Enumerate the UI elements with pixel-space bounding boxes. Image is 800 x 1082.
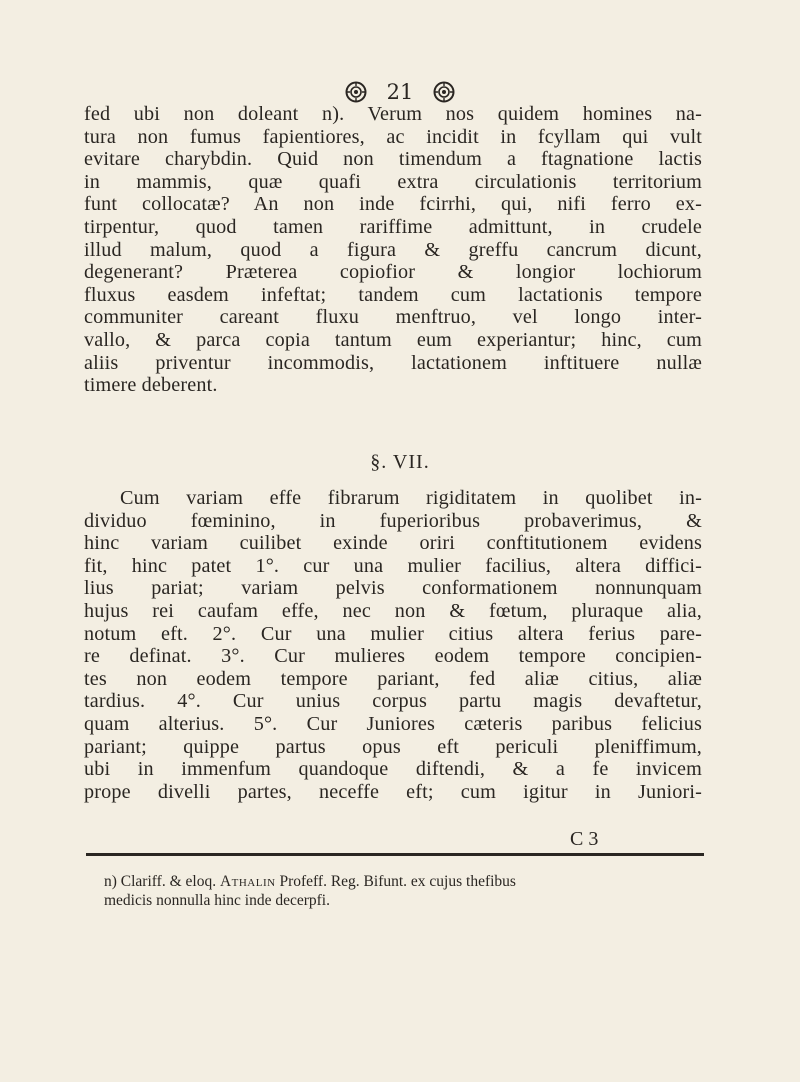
text-line: dividuo fœminino, in fuperioribus probaverimus, & [84, 509, 702, 532]
footnote-line [104, 872, 704, 891]
text-line: in mammis, quæ quafi extra circulationis territorium [84, 170, 702, 193]
paragraph-continued [84, 103, 702, 397]
text-line: notum eft. 2°. Cur una mulier citius altera ferius pare- [84, 622, 702, 645]
footnote-text: Profeff. Reg. Bifunt. ex cujus thefibus [275, 873, 516, 890]
text-line: evitare charybdin. Quid non timendum a ftagnatione lactis [84, 148, 702, 171]
text-line: ubi in immenfum quandoque diftendi, & a fe invicem [84, 758, 702, 781]
text-line: prope divelli partes, neceffe eft; cum igitur in Juniori- [84, 780, 702, 803]
text-line: tes non eodem tempore pariant, fed aliæ citius, aliæ [84, 667, 702, 690]
text-line: re definat. 3°. Cur mulieres eodem tempore concipien- [84, 645, 702, 668]
footnote-text: n) Clariff. & eloq. [104, 873, 220, 890]
text-line: tardius. 4°. Cur unius corpus partu magis devaftetur, [84, 690, 702, 713]
text-line: timere deberent. [84, 374, 218, 397]
text-line: communiter careant fluxu menftruo, vel longo inter- [84, 306, 702, 329]
text-line: quam alterius. 5°. Cur Juniores cæteris paribus felicius [84, 712, 702, 735]
text-line: funt collocatæ? An non inde fcirrhi, qui, nifi ferro ex- [84, 193, 702, 216]
text-line: lius pariat; variam pelvis conformationem nonnunquam [84, 577, 702, 600]
floral-ornament-icon [345, 81, 367, 103]
text-line: hinc variam cuilibet exinde oriri conftitutionem evidens [84, 532, 702, 555]
text-line: aliis priventur incommodis, lactationem inftituere nullæ [84, 351, 702, 374]
text-line: tirpentur, quod tamen rariffime admittunt, in crudele [84, 215, 702, 238]
text-line: hujus rei caufam effe, nec non & fœtum, pluraque alia, [84, 599, 702, 622]
footnote [104, 872, 704, 910]
text-line: Cum variam effe fibrarum rigiditatem in quolibet in- [120, 487, 702, 509]
text-line: fluxus easdem infeftat; tandem cum lactationis tempore [84, 283, 702, 306]
text-line: fed ubi non doleant n). Verum nos quidem homines na- [84, 103, 702, 125]
section-heading: §. VII. [370, 451, 430, 473]
page-number: 21 [386, 80, 414, 104]
footnote-line: medicis nonnulla hinc inde decerpfi. [104, 892, 330, 909]
text-line: fit, hinc patet 1°. cur una mulier facilius, altera diffici- [84, 554, 702, 577]
text-line: illud malum, quod a figura & greffu cancrum dicunt, [84, 238, 702, 261]
text-line: degenerant? Præterea copiofior & longior lochiorum [84, 261, 702, 284]
footnote-author-name: Athalin [219, 873, 276, 890]
section-paragraph [84, 487, 702, 803]
footnote-divider [86, 853, 704, 856]
floral-ornament-icon [433, 81, 455, 103]
catchword: C 3 [570, 828, 599, 850]
text-line: tura non fumus fapientiores, ac incidit in fcyllam qui vult [84, 125, 702, 148]
page-header [0, 80, 800, 104]
text-line: vallo, & parca copia tantum eum experiantur; hinc, cum [84, 328, 702, 351]
text-line: pariant; quippe partus opus eft periculi pleniffimum, [84, 735, 702, 758]
